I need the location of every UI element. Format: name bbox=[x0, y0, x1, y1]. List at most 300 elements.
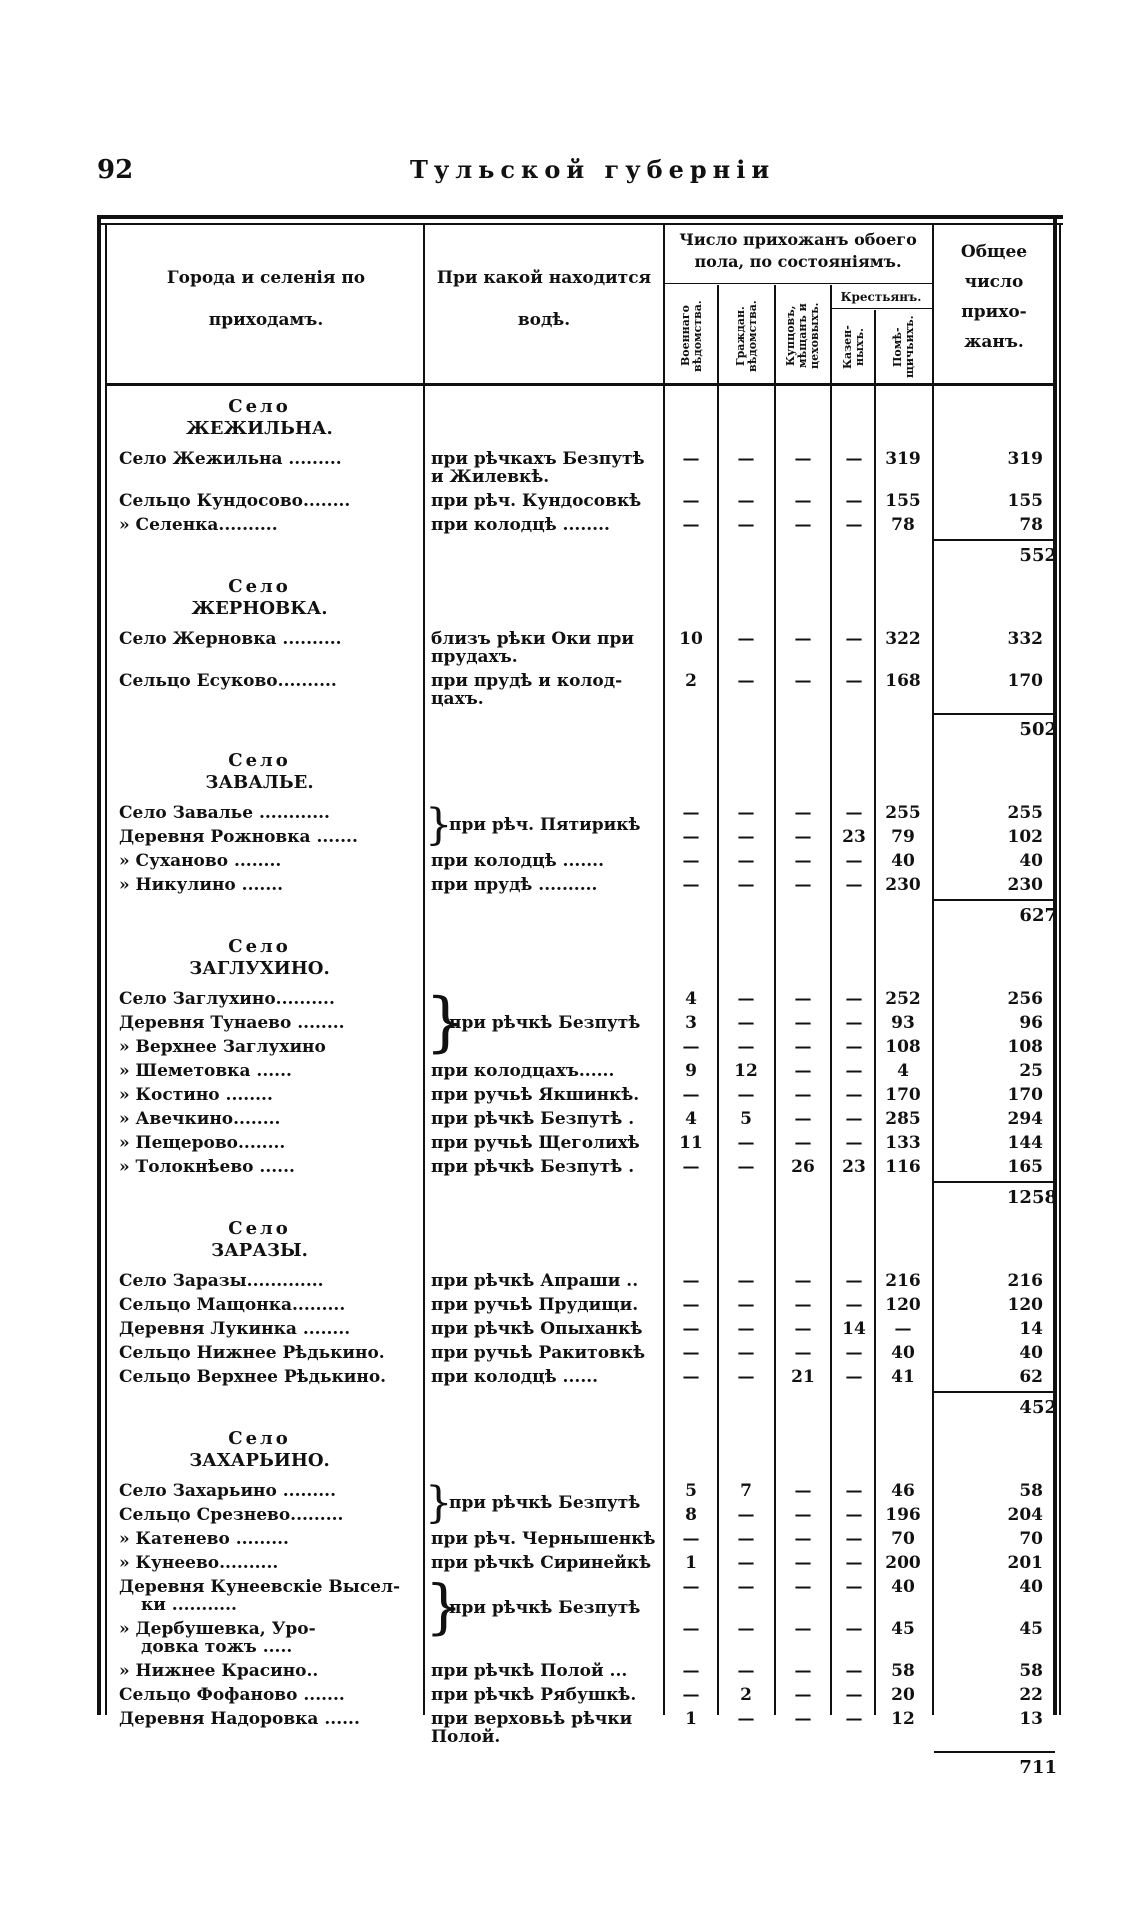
number-cell: 14 bbox=[842, 1319, 866, 1339]
water-source: при ручьѣ Ракитовкѣ bbox=[431, 1343, 646, 1363]
total-cell: 40 bbox=[1019, 1343, 1043, 1363]
total-rule bbox=[934, 539, 1055, 541]
number-cell: — bbox=[845, 1367, 863, 1387]
total-rule bbox=[934, 1391, 1055, 1393]
number-cell: — bbox=[737, 1343, 755, 1363]
number-cell: 21 bbox=[791, 1367, 815, 1387]
water-source: при рѣч. Пятирикѣ bbox=[449, 815, 641, 835]
settlement-name: Деревня Надоровка ...... bbox=[119, 1709, 360, 1729]
number-cell: — bbox=[794, 803, 812, 823]
number-cell: 23 bbox=[842, 827, 866, 847]
water-source: при верховьѣ рѣчки bbox=[431, 1709, 633, 1729]
settlement-name: » Селенка.......... bbox=[119, 515, 278, 535]
table-row bbox=[97, 1365, 1063, 1389]
table-row-continuation bbox=[97, 1725, 1063, 1749]
number-cell: — bbox=[682, 1529, 700, 1549]
number-cell: — bbox=[794, 1319, 812, 1339]
number-cell: — bbox=[845, 1295, 863, 1315]
number-cell: — bbox=[737, 491, 755, 511]
number-cell: — bbox=[737, 1709, 755, 1729]
table-row bbox=[97, 1659, 1063, 1683]
number-cell: — bbox=[737, 1271, 755, 1291]
brace-group bbox=[97, 1479, 1063, 1527]
col-merchants-header: Купцовъ, мѣщанъ и цеховыхъ. bbox=[784, 302, 821, 370]
number-cell: 230 bbox=[885, 875, 921, 895]
water-source: при рѣчкѣ Безпутѣ . bbox=[431, 1109, 635, 1129]
table-row bbox=[97, 1107, 1063, 1131]
number-cell: — bbox=[682, 1343, 700, 1363]
total-rule bbox=[934, 1751, 1055, 1753]
total-cell: 165 bbox=[1007, 1157, 1043, 1177]
number-cell: — bbox=[682, 1271, 700, 1291]
col-civil-header: Граждан. вѣдомства. bbox=[734, 300, 759, 372]
water-source: при рѣчкахъ Безпутѣ bbox=[431, 449, 645, 469]
section-total: 502 bbox=[1019, 719, 1057, 740]
total-cell: 332 bbox=[1007, 629, 1043, 649]
settlement-name: Сельцо Мащонка......... bbox=[119, 1295, 346, 1315]
number-cell: 216 bbox=[885, 1271, 921, 1291]
number-cell: 170 bbox=[885, 1085, 921, 1105]
col-military-header: Военнаго вѣдомства. bbox=[679, 300, 704, 372]
total-cell: 58 bbox=[1019, 1481, 1043, 1501]
number-cell: — bbox=[794, 1481, 812, 1501]
section-title: Село bbox=[228, 396, 291, 417]
number-cell: — bbox=[682, 1085, 700, 1105]
table-row bbox=[97, 1527, 1063, 1551]
table-row-continuation bbox=[97, 645, 1063, 669]
number-cell: 40 bbox=[891, 1577, 915, 1597]
number-cell: — bbox=[794, 1295, 812, 1315]
water-source: при ручьѣ Прудищи. bbox=[431, 1295, 639, 1315]
water-source: при ручьѣ Якшинкѣ. bbox=[431, 1085, 640, 1105]
number-cell: — bbox=[737, 1367, 755, 1387]
number-cell: — bbox=[682, 1685, 700, 1705]
number-cell: 200 bbox=[885, 1553, 921, 1573]
number-cell: — bbox=[794, 491, 812, 511]
settlement-name: » Авечкино........ bbox=[119, 1109, 281, 1129]
table-row bbox=[97, 1341, 1063, 1365]
water-source: при рѣчкѣ Безпутѣ bbox=[449, 1493, 641, 1513]
number-cell: 40 bbox=[891, 851, 915, 871]
number-cell: — bbox=[682, 827, 700, 847]
number-cell: 252 bbox=[885, 989, 921, 1009]
number-cell: — bbox=[794, 1577, 812, 1597]
number-cell: — bbox=[845, 1013, 863, 1033]
total-cell: 62 bbox=[1019, 1367, 1043, 1387]
number-cell: — bbox=[794, 1013, 812, 1033]
page-number: 92 bbox=[97, 155, 134, 185]
number-cell: — bbox=[845, 1037, 863, 1057]
number-cell: 46 bbox=[891, 1481, 915, 1501]
col-total-header-2: число bbox=[964, 272, 1024, 292]
total-cell: 294 bbox=[1007, 1109, 1043, 1129]
number-cell: 1 bbox=[685, 1709, 697, 1729]
number-cell: — bbox=[794, 671, 812, 691]
water-source: при рѣчкѣ Полой ... bbox=[431, 1661, 628, 1681]
settlement-name: » Толокнѣево ...... bbox=[119, 1157, 295, 1177]
curly-brace-icon: } bbox=[425, 1478, 453, 1528]
water-source: при рѣч. Кундосовкѣ bbox=[431, 491, 642, 511]
total-rule bbox=[934, 899, 1055, 901]
total-cell: 204 bbox=[1007, 1505, 1043, 1525]
number-cell: — bbox=[845, 989, 863, 1009]
col-place-header-2: приходамъ. bbox=[208, 310, 324, 330]
section-title: Село bbox=[228, 576, 291, 597]
settlement-name: » Костино ........ bbox=[119, 1085, 273, 1105]
number-cell: 196 bbox=[885, 1505, 921, 1525]
settlement-name: Сельцо Фофаново ....... bbox=[119, 1685, 345, 1705]
table-row bbox=[97, 489, 1063, 513]
total-cell: 14 bbox=[1019, 1319, 1043, 1339]
curly-brace-icon: } bbox=[425, 800, 453, 850]
total-cell: 256 bbox=[1007, 989, 1043, 1009]
number-cell: — bbox=[845, 1529, 863, 1549]
section-name: ЗАХАРЬИНО. bbox=[189, 1450, 330, 1471]
settlement-name: Сельцо Кундосово........ bbox=[119, 491, 351, 511]
number-cell: — bbox=[737, 1085, 755, 1105]
number-cell: — bbox=[737, 827, 755, 847]
number-cell: — bbox=[682, 491, 700, 511]
table-row bbox=[97, 1131, 1063, 1155]
number-cell: 26 bbox=[791, 1157, 815, 1177]
number-cell: — bbox=[737, 629, 755, 649]
table-row bbox=[97, 1551, 1063, 1575]
number-cell: — bbox=[845, 1085, 863, 1105]
number-cell: — bbox=[845, 1553, 863, 1573]
curly-brace-icon: } bbox=[425, 1573, 463, 1642]
number-cell: 285 bbox=[885, 1109, 921, 1129]
number-cell: 4 bbox=[685, 989, 697, 1009]
number-cell: — bbox=[845, 1133, 863, 1153]
table-row bbox=[97, 1083, 1063, 1107]
number-cell: — bbox=[737, 1553, 755, 1573]
col-group-header-1: Число прихожанъ обоего bbox=[679, 230, 917, 249]
number-cell: — bbox=[845, 515, 863, 535]
col-total-header-3: прихо- bbox=[961, 302, 1027, 322]
number-cell: — bbox=[845, 1619, 863, 1639]
water-source-cont: прудахъ. bbox=[431, 647, 518, 667]
number-cell: — bbox=[845, 1685, 863, 1705]
number-cell: — bbox=[894, 1319, 912, 1339]
number-cell: — bbox=[682, 1367, 700, 1387]
number-cell: — bbox=[794, 1061, 812, 1081]
settlement-name: Сельцо Срезнево......... bbox=[119, 1505, 344, 1525]
settlement-name: » Суханово ........ bbox=[119, 851, 282, 871]
total-rule bbox=[934, 1181, 1055, 1183]
number-cell: 133 bbox=[885, 1133, 921, 1153]
water-source: при ручьѣ Щеголихѣ bbox=[431, 1133, 640, 1153]
number-cell: — bbox=[794, 1109, 812, 1129]
section-name: ЗАРАЗЫ. bbox=[211, 1240, 308, 1261]
number-cell: — bbox=[794, 1661, 812, 1681]
settlement-name: Село Заразы............. bbox=[119, 1271, 324, 1291]
number-cell: 41 bbox=[891, 1367, 915, 1387]
brace-group bbox=[97, 987, 1063, 1059]
number-cell: — bbox=[845, 803, 863, 823]
col-total-header-4: жанъ. bbox=[964, 332, 1024, 352]
number-cell: — bbox=[794, 1685, 812, 1705]
col-water-header-1: При какой находится bbox=[436, 268, 652, 288]
water-source: при рѣчкѣ Безпутѣ bbox=[449, 1013, 641, 1033]
number-cell: 23 bbox=[842, 1157, 866, 1177]
number-cell: 12 bbox=[891, 1709, 915, 1729]
settlement-name: » Нижнее Красино.. bbox=[119, 1661, 319, 1681]
number-cell: — bbox=[737, 1319, 755, 1339]
total-cell: 96 bbox=[1019, 1013, 1043, 1033]
number-cell: — bbox=[794, 1553, 812, 1573]
section-name: ЖЕРНОВКА. bbox=[191, 598, 328, 619]
settlement-name: Село Жерновка .......... bbox=[119, 629, 342, 649]
number-cell: — bbox=[794, 1505, 812, 1525]
number-cell: — bbox=[845, 491, 863, 511]
table-row bbox=[97, 1155, 1063, 1179]
total-cell: 45 bbox=[1019, 1619, 1043, 1639]
number-cell: — bbox=[845, 1481, 863, 1501]
number-cell: 58 bbox=[891, 1661, 915, 1681]
number-cell: — bbox=[845, 671, 863, 691]
number-cell: — bbox=[737, 989, 755, 1009]
number-cell: — bbox=[845, 851, 863, 871]
number-cell: 9 bbox=[685, 1061, 697, 1081]
settlement-name: Сельцо Нижнее Рѣдькино. bbox=[119, 1343, 385, 1363]
table-row bbox=[97, 513, 1063, 537]
total-cell: 40 bbox=[1019, 1577, 1043, 1597]
settlement-name: Деревня Лукинка ........ bbox=[119, 1319, 351, 1339]
settlement-name: » Шеметовка ...... bbox=[119, 1061, 292, 1081]
running-title: Тульской губерніи bbox=[410, 155, 776, 184]
water-source: при колодцѣ ....... bbox=[431, 851, 604, 871]
number-cell: 116 bbox=[885, 1157, 921, 1177]
curly-brace-icon: } bbox=[425, 985, 467, 1060]
number-cell: — bbox=[737, 1619, 755, 1639]
number-cell: 4 bbox=[897, 1061, 909, 1081]
total-cell: 255 bbox=[1007, 803, 1043, 823]
total-cell: 170 bbox=[1007, 1085, 1043, 1105]
number-cell: — bbox=[737, 851, 755, 871]
number-cell: 20 bbox=[891, 1685, 915, 1705]
number-cell: 78 bbox=[891, 515, 915, 535]
number-cell: — bbox=[737, 1133, 755, 1153]
number-cell: 10 bbox=[679, 629, 703, 649]
settlement-name: Село Завалье ............ bbox=[119, 803, 330, 823]
col-peasants-header: Крестьянъ. bbox=[840, 290, 922, 304]
number-cell: — bbox=[737, 803, 755, 823]
table-row bbox=[97, 873, 1063, 897]
total-cell: 78 bbox=[1019, 515, 1043, 535]
number-cell: — bbox=[682, 1037, 700, 1057]
settlement-name: Село Заглухино.......... bbox=[119, 989, 335, 1009]
number-cell: 255 bbox=[885, 803, 921, 823]
number-cell: — bbox=[845, 1709, 863, 1729]
number-cell: 70 bbox=[891, 1529, 915, 1549]
number-cell: — bbox=[682, 449, 700, 469]
settlement-name: » Катенево ......... bbox=[119, 1529, 289, 1549]
number-cell: — bbox=[682, 875, 700, 895]
total-cell: 25 bbox=[1019, 1061, 1043, 1081]
number-cell: — bbox=[794, 1085, 812, 1105]
section-total: 711 bbox=[1019, 1757, 1057, 1778]
number-cell: — bbox=[794, 1709, 812, 1729]
table-row-continuation bbox=[97, 465, 1063, 489]
total-cell: 155 bbox=[1007, 491, 1043, 511]
number-cell: — bbox=[794, 1343, 812, 1363]
number-cell: — bbox=[794, 1619, 812, 1639]
water-source: при рѣчкѣ Сиринейкѣ bbox=[431, 1553, 652, 1573]
number-cell: — bbox=[845, 1109, 863, 1129]
number-cell: — bbox=[845, 875, 863, 895]
brace-group bbox=[97, 801, 1063, 849]
number-cell: — bbox=[845, 1061, 863, 1081]
ledger-table bbox=[97, 215, 1063, 1778]
number-cell: 120 bbox=[885, 1295, 921, 1315]
number-cell: — bbox=[737, 1505, 755, 1525]
number-cell: — bbox=[737, 449, 755, 469]
table-row bbox=[97, 1317, 1063, 1341]
water-source: при рѣчкѣ Безпутѣ . bbox=[431, 1157, 635, 1177]
number-cell: — bbox=[845, 1505, 863, 1525]
section-total: 552 bbox=[1019, 545, 1057, 566]
section-name: ЖЕЖИЛЬНА. bbox=[186, 418, 333, 439]
number-cell: — bbox=[682, 1577, 700, 1597]
table-row-continuation bbox=[97, 687, 1063, 711]
settlement-name: Сельцо Есуково.......... bbox=[119, 671, 337, 691]
number-cell: 93 bbox=[891, 1013, 915, 1033]
number-cell: — bbox=[845, 1343, 863, 1363]
section-title: Село bbox=[228, 1428, 291, 1449]
number-cell: 11 bbox=[679, 1133, 703, 1153]
total-cell: 13 bbox=[1019, 1709, 1043, 1729]
total-cell: 144 bbox=[1007, 1133, 1043, 1153]
number-cell: 2 bbox=[685, 671, 697, 691]
number-cell: — bbox=[682, 1661, 700, 1681]
number-cell: 79 bbox=[891, 827, 915, 847]
total-cell: 102 bbox=[1007, 827, 1043, 847]
col-landlord-header: Помѣ-щичьихъ. bbox=[891, 315, 916, 379]
settlement-name: » Дербушевка, Уро- bbox=[119, 1619, 316, 1639]
settlement-name: » Кунеево.......... bbox=[119, 1553, 279, 1573]
number-cell: — bbox=[794, 989, 812, 1009]
number-cell: 7 bbox=[740, 1481, 752, 1501]
number-cell: 5 bbox=[740, 1109, 752, 1129]
number-cell: — bbox=[845, 1271, 863, 1291]
water-source: при колодцѣ ........ bbox=[431, 515, 610, 535]
number-cell: — bbox=[682, 1157, 700, 1177]
number-cell: — bbox=[794, 851, 812, 871]
section-title: Село bbox=[228, 936, 291, 957]
water-source: при рѣчкѣ Безпутѣ bbox=[449, 1598, 641, 1618]
water-source: при прудѣ .......... bbox=[431, 875, 598, 895]
number-cell: — bbox=[845, 629, 863, 649]
number-cell: — bbox=[737, 1661, 755, 1681]
number-cell: 45 bbox=[891, 1619, 915, 1639]
number-cell: — bbox=[682, 1295, 700, 1315]
water-source: при рѣчкѣ Опыханкѣ bbox=[431, 1319, 643, 1339]
section-name: ЗАГЛУХИНО. bbox=[189, 958, 330, 979]
settlement-name: » Пещерово........ bbox=[119, 1133, 286, 1153]
col-place-header-1: Города и селенія по bbox=[166, 268, 366, 288]
number-cell: 319 bbox=[885, 449, 921, 469]
number-cell: 4 bbox=[685, 1109, 697, 1129]
settlement-name: Село Захарьино ......... bbox=[119, 1481, 337, 1501]
number-cell: 155 bbox=[885, 491, 921, 511]
total-cell: 170 bbox=[1007, 671, 1043, 691]
settlement-name: Деревня Тунаево ........ bbox=[119, 1013, 345, 1033]
table-row bbox=[97, 1059, 1063, 1083]
col-group-header-2: пола, по состояніямъ. bbox=[694, 252, 902, 271]
settlement-name-cont: ки ........... bbox=[141, 1595, 237, 1615]
total-rule bbox=[934, 713, 1055, 715]
water-source: близъ рѣки Оки при bbox=[431, 629, 634, 649]
number-cell: 322 bbox=[885, 629, 921, 649]
number-cell: 108 bbox=[885, 1037, 921, 1057]
number-cell: — bbox=[737, 1013, 755, 1033]
number-cell: — bbox=[737, 1157, 755, 1177]
number-cell: — bbox=[737, 875, 755, 895]
total-cell: 22 bbox=[1019, 1685, 1043, 1705]
table-row bbox=[97, 1269, 1063, 1293]
water-source-cont: и Жилевкѣ. bbox=[431, 467, 550, 487]
settlement-name: Деревня Кунеевскіе Высел- bbox=[119, 1577, 401, 1597]
number-cell: 1 bbox=[685, 1553, 697, 1573]
number-cell: — bbox=[794, 827, 812, 847]
number-cell: — bbox=[794, 1133, 812, 1153]
number-cell: — bbox=[845, 449, 863, 469]
number-cell: — bbox=[794, 875, 812, 895]
number-cell: — bbox=[794, 1529, 812, 1549]
water-source: при рѣчкѣ Апраши .. bbox=[431, 1271, 639, 1291]
number-cell: — bbox=[682, 803, 700, 823]
settlement-name: Сельцо Верхнее Рѣдькино. bbox=[119, 1367, 387, 1387]
water-source-cont: Полой. bbox=[431, 1727, 501, 1747]
number-cell: — bbox=[737, 515, 755, 535]
number-cell: — bbox=[737, 1295, 755, 1315]
total-cell: 120 bbox=[1007, 1295, 1043, 1315]
number-cell: — bbox=[737, 1577, 755, 1597]
section-total: 627 bbox=[1019, 905, 1057, 926]
water-source: при прудѣ и колод- bbox=[431, 671, 623, 691]
number-cell: 12 bbox=[734, 1061, 758, 1081]
number-cell: — bbox=[794, 515, 812, 535]
number-cell: 3 bbox=[685, 1013, 697, 1033]
number-cell: 168 bbox=[885, 671, 921, 691]
number-cell: — bbox=[794, 1037, 812, 1057]
col-total-header-1: Общее bbox=[960, 242, 1028, 262]
number-cell: — bbox=[845, 1577, 863, 1597]
number-cell: — bbox=[794, 629, 812, 649]
number-cell: 40 bbox=[891, 1343, 915, 1363]
number-cell: — bbox=[682, 851, 700, 871]
total-cell: 70 bbox=[1019, 1529, 1043, 1549]
settlement-name: » Никулино ....... bbox=[119, 875, 284, 895]
number-cell: — bbox=[682, 1619, 700, 1639]
col-water-header-2: водѣ. bbox=[517, 310, 571, 330]
settlement-name-cont: довка тожъ ..... bbox=[141, 1637, 293, 1657]
number-cell: — bbox=[794, 1271, 812, 1291]
water-source: при рѣч. Чернышенкѣ bbox=[431, 1529, 656, 1549]
water-source: при рѣчкѣ Рябушкѣ. bbox=[431, 1685, 637, 1705]
number-cell: — bbox=[737, 671, 755, 691]
table-row bbox=[97, 1293, 1063, 1317]
col-state-header: Казен-ныхъ. bbox=[841, 325, 866, 369]
section-total: 452 bbox=[1019, 1397, 1057, 1418]
settlement-name: Село Жежильна ......... bbox=[119, 449, 342, 469]
number-cell: — bbox=[682, 515, 700, 535]
total-cell: 201 bbox=[1007, 1553, 1043, 1573]
water-source: при колодцахъ...... bbox=[431, 1061, 615, 1081]
section-total: 1258 bbox=[1006, 1187, 1057, 1208]
number-cell: — bbox=[737, 1529, 755, 1549]
total-cell: 230 bbox=[1007, 875, 1043, 895]
